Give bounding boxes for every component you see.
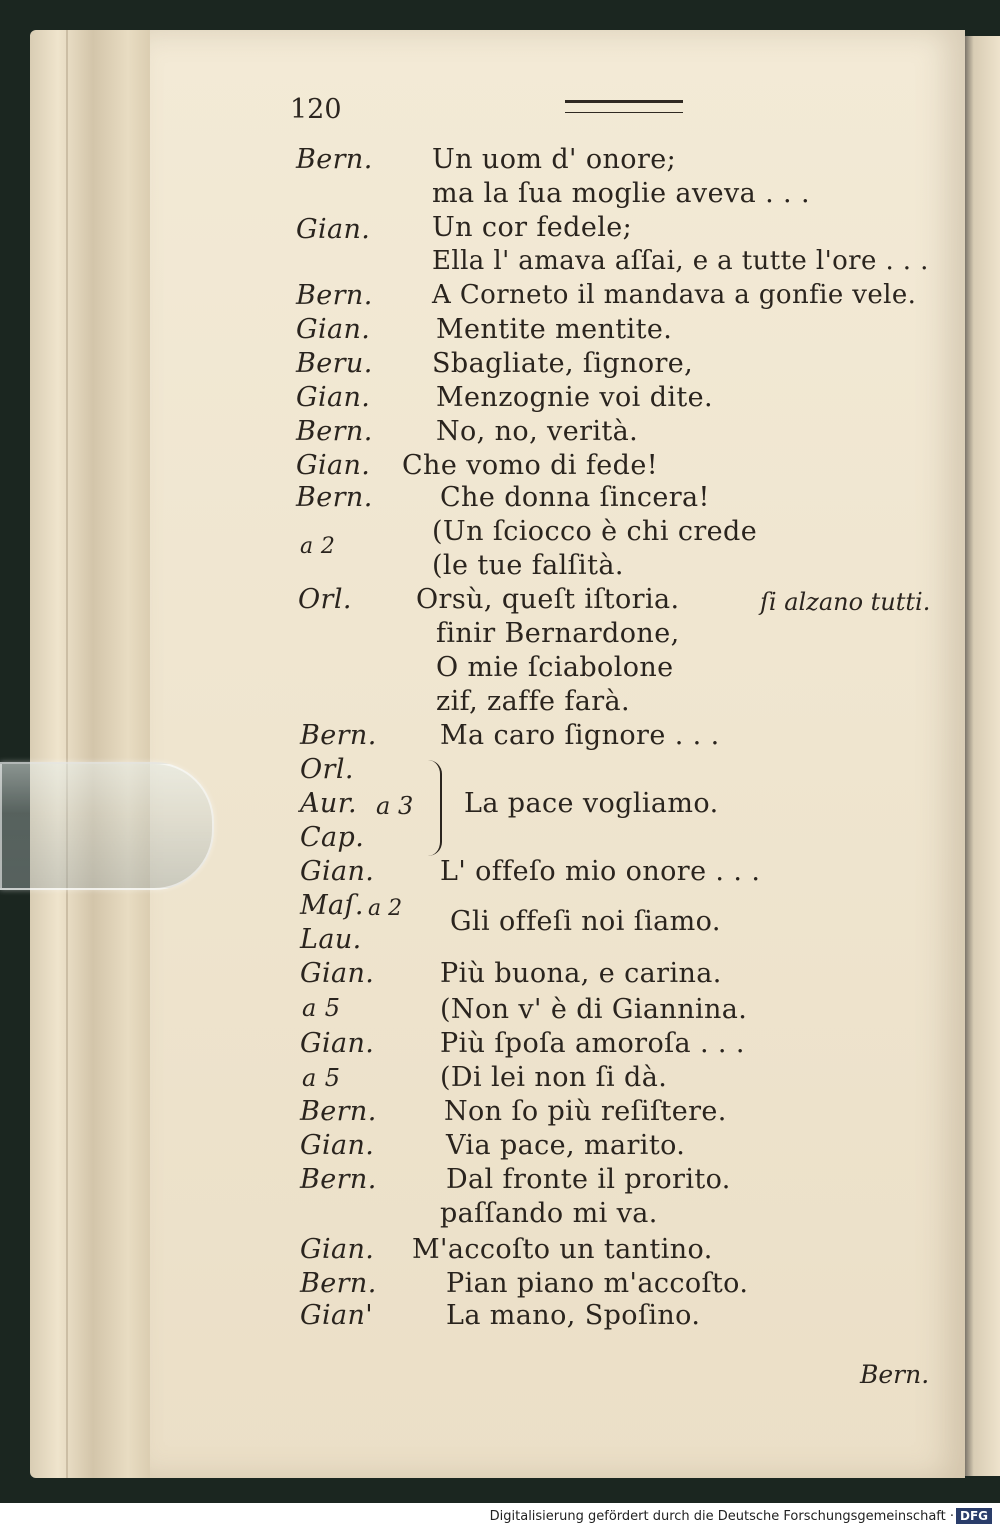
verse-line: Che donna ſincera!: [440, 482, 710, 513]
speaker-label: Gian.: [296, 382, 371, 413]
footer-bar: [0, 1503, 1000, 1531]
verse-line: finir Bernardone,: [436, 618, 680, 649]
speaker-label: Bern.: [296, 416, 373, 447]
verse-line: A Corneto il mandava a gonfie vele.: [432, 280, 917, 310]
speaker-label: Gian.: [300, 856, 375, 887]
verse-line: (Di lei non ſi dà.: [440, 1062, 668, 1093]
verse-line: (le tue falſità.: [432, 550, 624, 581]
ensemble-mark: a 2: [368, 896, 403, 921]
stage-direction: ſi alzano tutti.: [760, 588, 931, 616]
speaker-label: Cap.: [300, 822, 365, 853]
verse-line: ma la ſua moglie aveva . . .: [432, 178, 811, 209]
speaker-label: Orl.: [298, 584, 352, 615]
verse-line: Via pace, marito.: [446, 1130, 686, 1161]
speaker-label: Bern.: [300, 720, 377, 751]
speaker-label: Gian': [300, 1300, 374, 1331]
speaker-label: a 5: [302, 1064, 341, 1092]
speaker-label: Bern.: [300, 1164, 377, 1195]
speaker-label: Beru.: [296, 348, 373, 379]
facing-page-edge: [965, 36, 1000, 1476]
verse-line: Un cor fedele;: [432, 212, 633, 243]
verse-line: L' offeſo mio onore . . .: [440, 856, 761, 887]
speaker-label: Bern.: [300, 1096, 377, 1127]
verse-line: La pace vogliamo.: [464, 788, 719, 819]
verse-line: Dal fronte il prorito.: [446, 1164, 731, 1195]
funding-note: Digitalisierung gefördert durch die Deutsche Forschungsgemeinschaft ·: [489, 1509, 954, 1524]
verse-line: La mano, Spoſino.: [446, 1300, 701, 1331]
verse-line: O mie ſciabolone: [436, 652, 674, 683]
dfg-logo: DFG: [956, 1508, 992, 1524]
speaker-label: Maſ.: [300, 890, 364, 921]
catchword: Bern.: [860, 1360, 930, 1389]
speaker-label: Gian.: [300, 1130, 375, 1161]
speaker-label: Bern.: [296, 144, 373, 175]
speaker-label: Bern.: [296, 280, 373, 311]
speaker-label: Gian.: [296, 314, 371, 345]
speaker-label: Orl.: [300, 754, 354, 785]
verse-line: Mentite mentite.: [436, 314, 673, 345]
verse-line: paſſando mi va.: [440, 1198, 658, 1229]
speaker-label: Gian.: [296, 214, 371, 245]
verse-line: Menzognie voi dite.: [436, 382, 714, 413]
ensemble-brace: [428, 760, 442, 856]
speaker-label: Bern.: [300, 1268, 377, 1299]
speaker-label: a 2: [300, 534, 336, 559]
speaker-label: Gian.: [300, 1234, 375, 1265]
verse-line: M'accoſto un tantino.: [412, 1234, 713, 1265]
book-page-edges: [30, 30, 170, 1478]
speaker-label: Gian.: [300, 958, 375, 989]
speaker-label: Gian.: [296, 450, 371, 481]
verse-line: (Un ſciocco è chi crede: [432, 516, 758, 547]
verse-line: Non ſo più reſiſtere.: [444, 1096, 727, 1127]
verse-line: Pian piano m'accoſto.: [446, 1268, 749, 1299]
speaker-label: Bern.: [296, 482, 373, 513]
header-rule: [565, 100, 683, 113]
verse-line: zif, zaffe farà.: [436, 686, 631, 717]
speaker-label: a 5: [302, 994, 341, 1022]
speaker-label: Gian.: [300, 1028, 375, 1059]
verse-line: Un uom d' onore;: [432, 144, 677, 175]
verse-line: (Non v' è di Giannina.: [440, 994, 748, 1025]
verse-line: Ma caro ſignore . . .: [440, 720, 720, 751]
page-number: 120: [290, 94, 342, 125]
speaker-label: Lau.: [300, 924, 362, 955]
verse-line: Più ſpoſa amoroſa . . .: [440, 1028, 745, 1059]
verse-line: Ella l' amava aſſai, e a tutte l'ore . . .: [432, 246, 929, 276]
verse-line: No, no, verità.: [436, 416, 639, 447]
verse-line: Gli offeſi noi ſiamo.: [450, 906, 721, 937]
verse-line: Più buona, e carina.: [440, 958, 722, 989]
speaker-label: Aur.: [300, 788, 358, 819]
ensemble-mark: a 3: [376, 792, 414, 820]
page-clip: [0, 762, 214, 890]
verse-line: Orsù, queſt iſtoria.: [416, 584, 680, 615]
verse-line: Che vomo di fede!: [402, 450, 658, 481]
verse-line: Sbagliate, ſignore,: [432, 348, 694, 379]
